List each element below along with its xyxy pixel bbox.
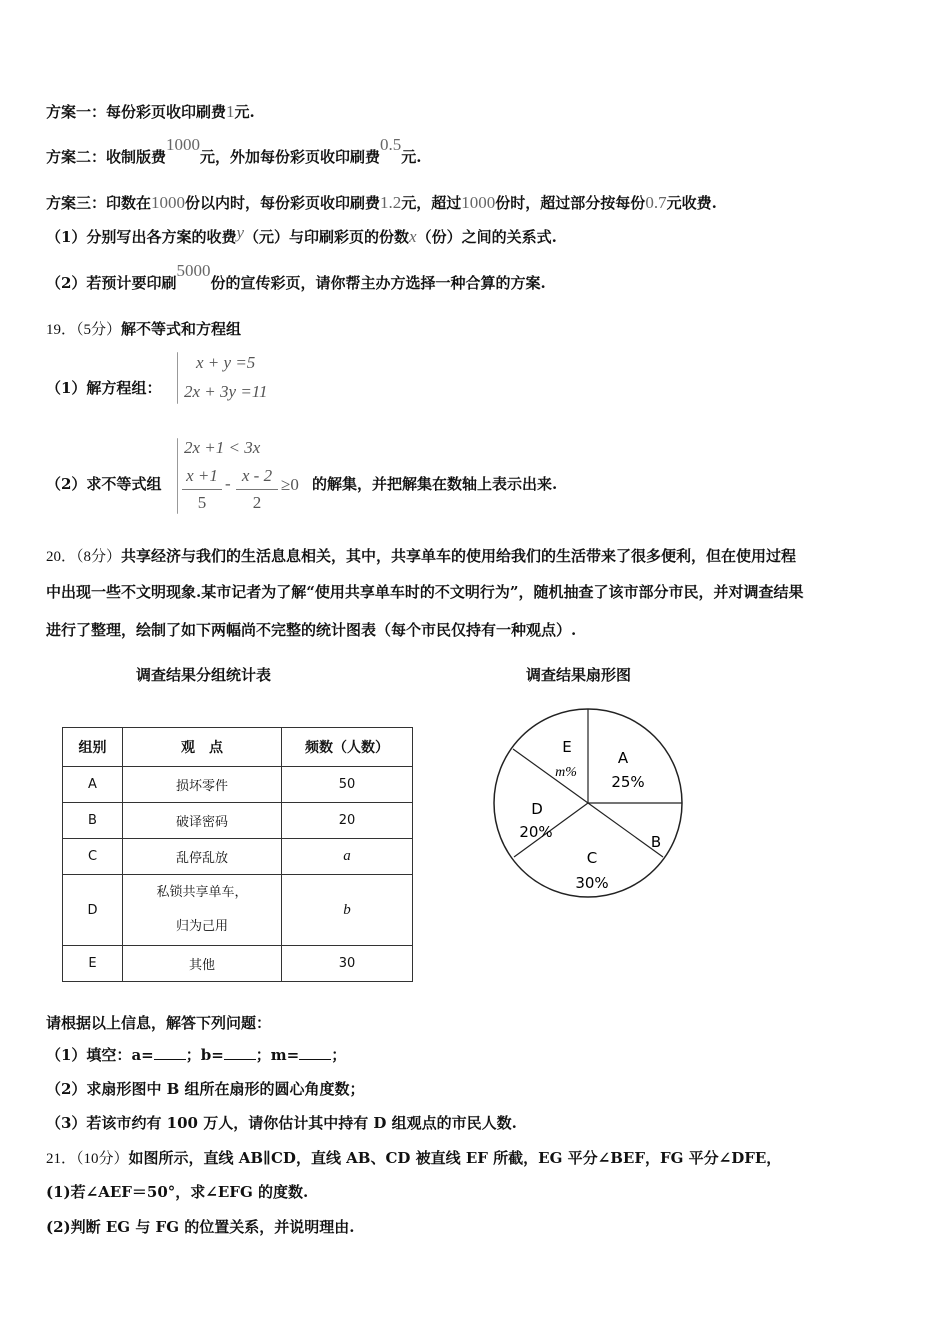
fraction: [182, 466, 222, 513]
text: 元.: [234, 103, 255, 121]
text: 元.: [401, 148, 422, 166]
blank-m[interactable]: [299, 1059, 331, 1060]
table-row: [63, 946, 413, 982]
fraction: [236, 466, 278, 513]
text: （1）填空：a=: [46, 1046, 154, 1064]
text: （1）分别写出各方案的收费: [46, 228, 237, 246]
q20-sub2: （2）求扇形图中 B 组所在扇形的圆心角度数；: [46, 1080, 365, 1098]
value: 0.5: [380, 135, 402, 154]
value: 1000: [461, 193, 496, 212]
slice-pct-c: 30%: [575, 874, 609, 892]
text: 归为己用: [175, 919, 228, 934]
q18-part1: [46, 223, 557, 247]
question-number: 19．（5分）: [46, 322, 122, 338]
text: 元收费.: [666, 194, 717, 212]
q20-line3: 进行了整理，绘制了如下两幅尚不完整的统计图表（每个市民仅持有一种观点）.: [46, 621, 577, 639]
table-row: [63, 803, 413, 839]
pie-title: 调查结果扇形图: [526, 666, 632, 684]
text: ；b=: [185, 1046, 224, 1064]
cell: B: [63, 803, 123, 839]
text: 份以内时，每份彩页收印刷费: [185, 194, 381, 212]
q20-line2: 中出现一些不文明现象.某市记者为了解“使用共享单车时的不文明行为”，随机抽查了该市部分市民，并对调查结果: [46, 583, 804, 601]
text: （份）之间的关系式.: [416, 228, 557, 246]
slice-label-a: A: [617, 749, 629, 767]
blank-b[interactable]: [224, 1059, 256, 1060]
cell: 50: [282, 767, 413, 803]
pie-chart: [480, 690, 700, 900]
equation: 2x + 3y =11: [184, 382, 268, 401]
question-number: 20．（8分）: [46, 549, 122, 565]
cell: 破译密码: [123, 803, 282, 839]
text: 解不等式和方程组: [121, 320, 242, 338]
cell: [123, 875, 282, 946]
slice-label-b: B: [650, 833, 662, 851]
value: 1000: [151, 193, 186, 212]
text: 共享经济与我们的生活息息相关，其中，共享单车的使用给我们的生活带来了很多便利，但在使用过程: [121, 547, 797, 565]
header: 频数（人数）: [282, 728, 413, 767]
q18-part2: [46, 261, 546, 293]
text: 份时，超过部分按每份: [495, 194, 646, 212]
text: ；m=: [255, 1046, 300, 1064]
cell: b: [282, 875, 413, 946]
slice-pct-d: 20%: [519, 823, 553, 841]
survey-table: [62, 727, 413, 982]
q20-sub1: [46, 1045, 346, 1065]
q19-heading: [46, 319, 241, 340]
cell: a: [282, 839, 413, 875]
value: 5000: [176, 261, 211, 280]
inequality: 2x +1 < 3x: [184, 438, 261, 457]
value: 1.2: [380, 193, 402, 212]
q20-sub3: （3）若该市约有 100 万人，请你估计其中持有 D 组观点的市民人数.: [46, 1114, 517, 1132]
value: 1000: [166, 135, 201, 154]
cell: 30: [282, 946, 413, 982]
slice-label-c: C: [586, 849, 598, 867]
text: 方案二：收制版费: [46, 148, 167, 166]
minus: -: [225, 474, 231, 493]
text: 份的宣传彩页，请你帮主办方选择一种合算的方案.: [210, 274, 546, 292]
text: 方案三：印数在: [46, 194, 152, 212]
slice-label-e: E: [562, 738, 572, 756]
question-number: 21．（10分）: [46, 1151, 129, 1167]
denominator: 2: [252, 493, 262, 512]
table-row: [63, 875, 413, 946]
text: 的解集，并把解集在数轴上表示出来.: [312, 475, 558, 493]
plan-three: [46, 193, 717, 213]
header: 组别: [63, 728, 123, 767]
plan-one: [46, 102, 255, 122]
cell: 乱停乱放: [123, 839, 282, 875]
text: （2）若预计要印刷: [46, 274, 177, 292]
text: 私锁共享单车，: [156, 885, 248, 900]
q21-heading: [46, 1148, 781, 1169]
q19-part1: （1）解方程组：: [46, 379, 162, 397]
text: 元，超过: [401, 194, 462, 212]
cell: 其他: [123, 946, 282, 982]
q20-intro: 请根据以上信息，解答下列问题：: [46, 1014, 272, 1032]
cell: 损坏零件: [123, 767, 282, 803]
text: 方案一：每份彩页收印刷费: [46, 103, 227, 121]
text: 元，外加每份彩页收印刷费: [200, 148, 381, 166]
slice-pct-a: 25%: [611, 773, 645, 791]
table-row: [63, 839, 413, 875]
plan-two: [46, 135, 422, 167]
var: x: [409, 227, 417, 246]
text: （元）与印刷彩页的份数: [244, 228, 410, 246]
blank-a[interactable]: [154, 1059, 186, 1060]
value: 1: [226, 102, 235, 121]
var: y: [236, 223, 244, 242]
denominator: 5: [197, 493, 207, 512]
q21-part2: (2)判断 EG 与 FG 的位置关系，并说明理由.: [46, 1218, 355, 1236]
text: ；: [331, 1046, 347, 1064]
q19-part2: （2）求不等式组: [46, 475, 162, 493]
value: 0.7: [645, 193, 667, 212]
header: 观 点: [123, 728, 282, 767]
q20-line1: [46, 546, 796, 567]
slice-label-d: D: [531, 800, 543, 818]
equation: x + y =5: [196, 353, 256, 372]
brace: [177, 438, 178, 514]
text: 如图所示，直线 AB∥CD，直线 AB、CD 被直线 EF 所截，EG 平分∠BEF，FG 平分∠DFE，: [128, 1149, 782, 1167]
table-title: 调查结果分组统计表: [136, 666, 272, 684]
ge: ≥0: [281, 475, 299, 494]
slice-pct-e: m%: [555, 765, 577, 780]
cell: D: [63, 875, 123, 946]
numerator: x - 2: [241, 466, 273, 485]
q21-part1: (1)若∠AEF＝50°，求∠EFG 的度数.: [46, 1183, 309, 1201]
table-row: [63, 767, 413, 803]
cell: 20: [282, 803, 413, 839]
cell: C: [63, 839, 123, 875]
cell: A: [63, 767, 123, 803]
numerator: x +1: [186, 466, 218, 485]
cell: E: [63, 946, 123, 982]
brace: [177, 352, 178, 404]
